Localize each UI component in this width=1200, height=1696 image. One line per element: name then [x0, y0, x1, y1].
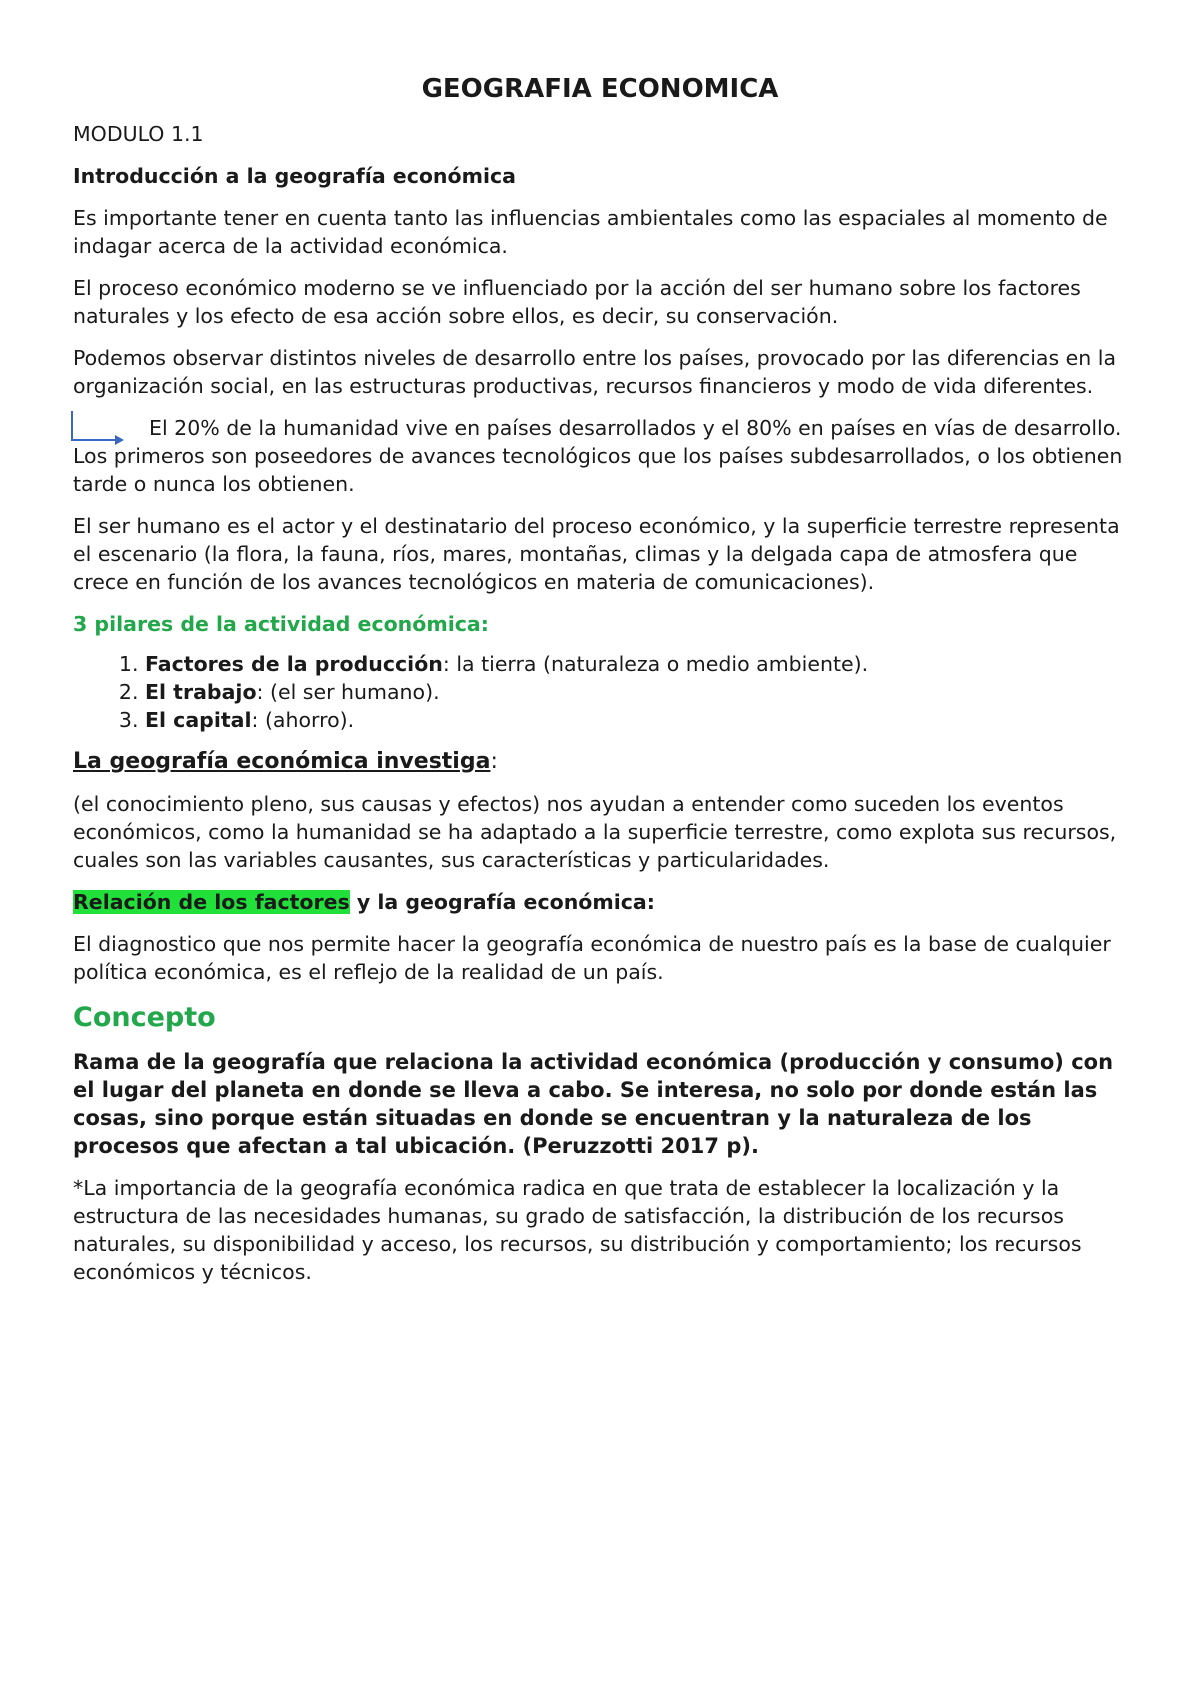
- relacion-heading: [73, 888, 1127, 916]
- investiga-heading: [73, 748, 1127, 776]
- paragraph-proceso: El proceso económico moderno se ve influenciado por la acción del ser humano sobre los factores naturales y los efecto de esa acción sobre ellos, es decir, su conservación.: [73, 276, 1081, 328]
- module-label: MODULO 1.1: [73, 122, 204, 146]
- investiga-colon: :: [490, 749, 498, 774]
- pillars-list: [73, 650, 1127, 734]
- pillar-desc: : (ahorro).: [251, 708, 355, 732]
- paragraph-niveles: Podemos observar distintos niveles de desarrollo entre los países, provocado por las diferencias en la organización social, en las estructuras productivas, recursos financieros y modo de vida diferentes.: [73, 346, 1117, 398]
- right-angle-arrow-icon: [71, 410, 125, 446]
- pillar-desc: : la tierra (naturaleza o medio ambiente).: [442, 652, 869, 676]
- paragraph-influencias: Es importante tener en cuenta tanto las influencias ambientales como las espaciales al momento de indagar acerca de la actividad económica.: [73, 206, 1108, 258]
- pillar-term: Factores de la producción: [145, 652, 443, 676]
- relacion-highlight: Relación de los factores: [73, 890, 350, 914]
- list-item: [145, 678, 1127, 706]
- pillars-heading: 3 pilares de la actividad económica:: [73, 612, 489, 636]
- list-item: [145, 650, 1127, 678]
- paragraph-investiga: (el conocimiento pleno, sus causas y efectos) nos ayudan a entender como suceden los eventos económicos, como la humanidad se ha adaptado a la superficie terrestre, como explota sus recursos, cuales son las variables causantes, sus características y particularidades.: [73, 792, 1117, 872]
- list-item: [145, 706, 1127, 734]
- document-title: GEOGRAFIA ECONOMICA: [421, 74, 779, 104]
- pillar-term: El trabajo: [145, 680, 257, 704]
- pillar-desc: : (el ser humano).: [256, 680, 440, 704]
- paragraph-diagnostico: El diagnostico que nos permite hacer la geografía económica de nuestro país es la base de cualquier política económica, es el reflejo de la realidad de un país.: [73, 932, 1111, 984]
- intro-heading: Introducción a la geografía económica: [73, 164, 516, 188]
- paragraph-importancia: *La importancia de la geografía económica radica en que trata de establecer la localización y la estructura de las necesidades humanas, su grado de satisfacción, la distribución de los recursos naturales, su disponibilidad y acceso, los recursos, su distribución y comportamiento; los recursos económicos y técnicos.: [73, 1176, 1082, 1284]
- concepto-definition: Rama de la geografía que relaciona la actividad económica (producción y consumo) con el lugar del planeta en donde se lleva a cabo. Se interesa, no solo por donde están las cosas, sino porque están situadas en donde se encuentran y la naturaleza de los procesos que afectan a tal ubicación. (Peruzzotti 2017 p).: [73, 1050, 1114, 1158]
- paragraph-humanidad-text: El 20% de la humanidad vive en países desarrollados y el 80% en países en vías de desarrollo. Los primeros son poseedores de avances tecnológicos que los países subdesarrollados, o los obtienen tarde o nunca los obtienen.: [73, 416, 1123, 496]
- pillar-term: El capital: [145, 708, 252, 732]
- paragraph-actor: El ser humano es el actor y el destinatario del proceso económico, y la superficie terrestre representa el escenario (la flora, la fauna, ríos, mares, montañas, climas y la delgada capa de atmosfera que crece en función de los avances tecnológicos en materia de comunicaciones).: [73, 514, 1120, 594]
- investiga-heading-text: La geografía económica investiga: [73, 749, 491, 774]
- concepto-title: Concepto: [73, 1002, 216, 1033]
- relacion-rest: y la geografía económica:: [349, 890, 655, 914]
- paragraph-humanidad: [73, 414, 1127, 498]
